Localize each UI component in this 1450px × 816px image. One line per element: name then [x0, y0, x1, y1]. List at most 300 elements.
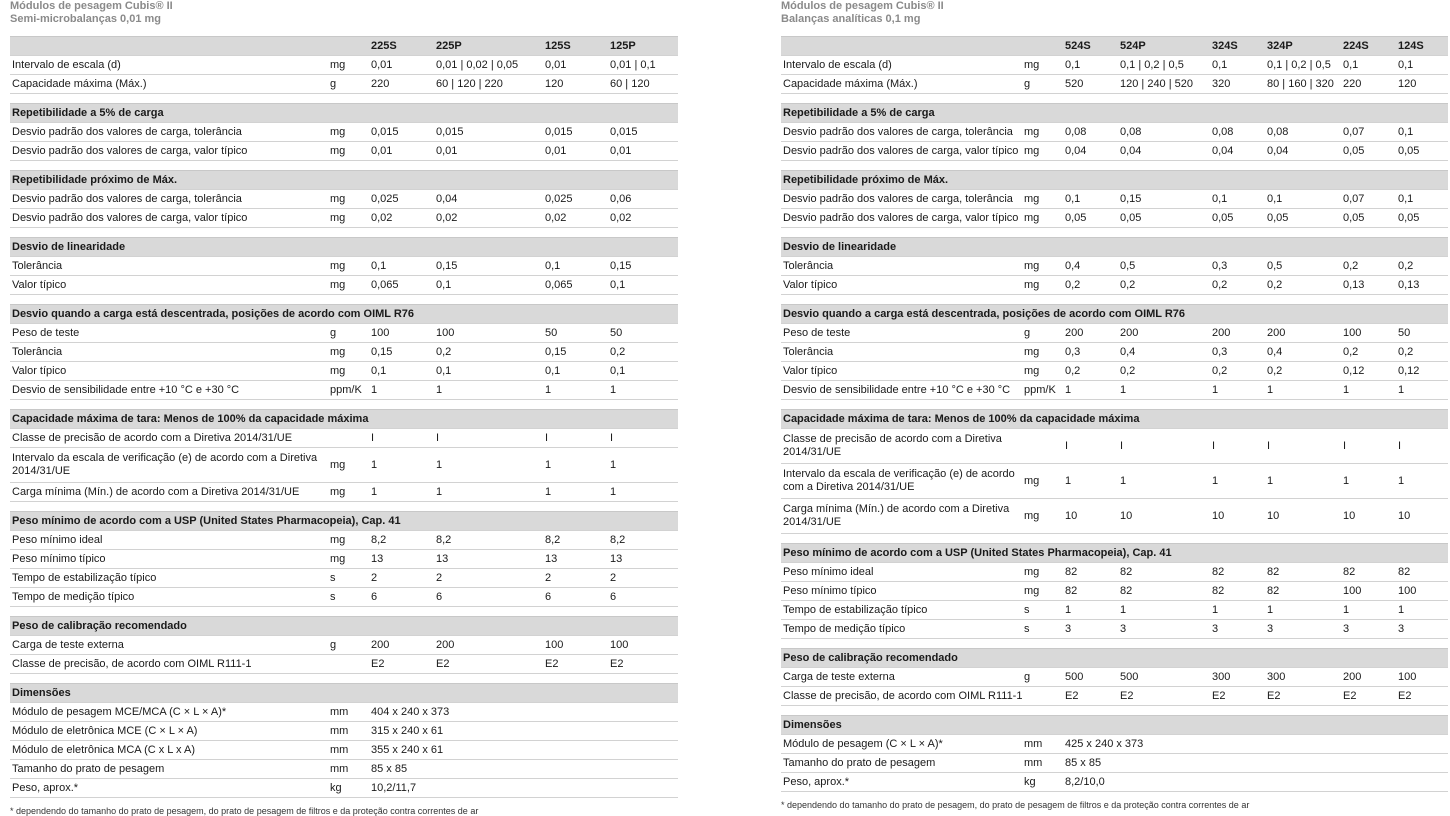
section-gap: [781, 94, 1448, 104]
table-row: [10, 448, 678, 483]
row-value: 0,05: [1341, 209, 1396, 228]
row-value: 320: [1210, 75, 1265, 94]
row-value: 85 x 85: [369, 760, 678, 779]
row-value: 0,05: [1341, 142, 1396, 161]
row-unit: g: [328, 75, 369, 94]
row-value: 0,05: [1396, 209, 1448, 228]
row-value: 82: [1396, 563, 1448, 582]
row-label: Peso, aprox.*: [10, 779, 328, 798]
row-value: 3: [1063, 620, 1118, 639]
row-value: E2: [1341, 687, 1396, 706]
row-value: E2: [1396, 687, 1448, 706]
table-row: [10, 142, 678, 161]
row-value: 3: [1210, 620, 1265, 639]
row-value: 0,015: [608, 123, 678, 142]
row-unit: mg: [328, 448, 369, 483]
row-value: 1: [543, 483, 608, 502]
section-heading: Desvio de linearidade: [10, 238, 678, 257]
row-value: 1: [1210, 601, 1265, 620]
row-value: E2: [369, 655, 434, 674]
section-heading-row: [10, 684, 678, 703]
row-value: 0,01: [434, 142, 543, 161]
row-unit: mg: [328, 209, 369, 228]
row-value: 1: [1063, 381, 1118, 400]
section-heading: Dimensões: [10, 684, 678, 703]
row-unit: g: [1022, 75, 1063, 94]
row-value: 0,1: [608, 276, 678, 295]
row-label: Peso mínimo ideal: [781, 563, 1022, 582]
row-unit: mg: [328, 550, 369, 569]
model-header: 124S: [1396, 37, 1448, 56]
row-value: 82: [1063, 582, 1118, 601]
row-value: 80 | 160 | 320: [1265, 75, 1341, 94]
row-label: Carga mínima (Mín.) de acordo com a Diretiva 2014/31/UE: [10, 483, 328, 502]
row-value: 50: [608, 324, 678, 343]
row-unit: mm: [328, 722, 369, 741]
row-value: 200: [369, 636, 434, 655]
row-value: 0,1: [1396, 190, 1448, 209]
row-value: 0,08: [1210, 123, 1265, 142]
row-unit: g: [328, 636, 369, 655]
header-label-cell: [10, 37, 328, 56]
row-value: 0,4: [1063, 257, 1118, 276]
section-gap: [10, 502, 678, 512]
section-gap: [10, 674, 678, 684]
row-value: 0,02: [369, 209, 434, 228]
row-unit: mg: [1022, 563, 1063, 582]
table-row: [10, 550, 678, 569]
gap-cell: [781, 534, 1448, 544]
section-heading-row: [10, 410, 678, 429]
row-label: Peso mínimo ideal: [10, 531, 328, 550]
row-value: 13: [543, 550, 608, 569]
row-unit: mg: [328, 123, 369, 142]
row-unit: [328, 429, 369, 448]
row-value: 0,1: [434, 276, 543, 295]
table-row: [10, 123, 678, 142]
row-label: Desvio padrão dos valores de carga, tolerância: [781, 190, 1022, 209]
footnote: * dependendo do tamanho do prato de pesagem, do prato de pesagem de filtros e da proteção contra correntes de ar: [781, 800, 1250, 810]
row-value: 0,08: [1063, 123, 1118, 142]
row-value: 0,2: [608, 343, 678, 362]
row-value: 0,1: [369, 362, 434, 381]
row-label: Valor típico: [10, 276, 328, 295]
row-unit: mg: [1022, 257, 1063, 276]
table-row: [781, 142, 1448, 161]
row-value: 520: [1063, 75, 1118, 94]
row-value: 0,15: [1118, 190, 1210, 209]
section-heading: Peso de calibração recomendado: [781, 649, 1448, 668]
row-value: 0,05: [1118, 209, 1210, 228]
row-value: 1: [434, 381, 543, 400]
row-value: 0,1: [1063, 56, 1118, 75]
row-unit: mg: [328, 343, 369, 362]
row-unit: mg: [328, 142, 369, 161]
table-row: [781, 381, 1448, 400]
row-value: 200: [1265, 324, 1341, 343]
row-unit: mm: [328, 760, 369, 779]
table-row: [781, 773, 1448, 792]
section-gap: [781, 161, 1448, 171]
row-value: I: [1118, 429, 1210, 464]
row-value: 0,2: [1341, 343, 1396, 362]
row-value: 1: [1265, 381, 1341, 400]
row-value: 100: [1396, 582, 1448, 601]
row-value: 3: [1341, 620, 1396, 639]
row-label: Valor típico: [10, 362, 328, 381]
row-value: 1: [1118, 381, 1210, 400]
row-value: 0,1: [1210, 190, 1265, 209]
row-unit: mg: [1022, 464, 1063, 499]
table-row: [781, 582, 1448, 601]
section-gap: [10, 94, 678, 104]
row-unit: g: [1022, 324, 1063, 343]
model-header: 324P: [1265, 37, 1341, 56]
section-heading-row: [10, 512, 678, 531]
row-value: 1: [1063, 601, 1118, 620]
row-label: Tamanho do prato de pesagem: [10, 760, 328, 779]
row-value: 300: [1210, 668, 1265, 687]
row-value: 10: [1063, 499, 1118, 534]
row-value: 13: [608, 550, 678, 569]
table-row: [781, 362, 1448, 381]
row-value: 50: [543, 324, 608, 343]
footnote: * dependendo do tamanho do prato de pesagem, do prato de pesagem de filtros e da proteção contra correntes de ar: [10, 806, 479, 816]
table-row: [10, 779, 678, 798]
row-label: Peso mínimo típico: [10, 550, 328, 569]
spec-table: [781, 36, 1448, 792]
row-unit: mg: [1022, 343, 1063, 362]
row-value: I: [1063, 429, 1118, 464]
row-unit: ppm/K: [1022, 381, 1063, 400]
gap-cell: [10, 607, 678, 617]
section-heading-row: [781, 238, 1448, 257]
row-value: 0,1: [1265, 190, 1341, 209]
row-unit: g: [1022, 668, 1063, 687]
table-row: [781, 735, 1448, 754]
row-value: 3: [1396, 620, 1448, 639]
row-value: 200: [1063, 324, 1118, 343]
row-label: Módulo de pesagem (C × L × A)*: [781, 735, 1022, 754]
row-unit: mm: [1022, 735, 1063, 754]
row-value: 0,065: [369, 276, 434, 295]
row-value: 120: [1396, 75, 1448, 94]
row-value: 6: [434, 588, 543, 607]
row-value: 1: [1063, 464, 1118, 499]
row-value: 0,02: [608, 209, 678, 228]
row-value: 1: [369, 381, 434, 400]
row-value: I: [543, 429, 608, 448]
row-value: 1: [1118, 464, 1210, 499]
row-value: 0,05: [1210, 209, 1265, 228]
row-value: 3: [1118, 620, 1210, 639]
row-value: 200: [1210, 324, 1265, 343]
row-value: 200: [1118, 324, 1210, 343]
row-value: 0,08: [1118, 123, 1210, 142]
section-gap: [781, 228, 1448, 238]
section-heading: Desvio de linearidade: [781, 238, 1448, 257]
row-value: 10: [1210, 499, 1265, 534]
row-value: 100: [543, 636, 608, 655]
table-row: [10, 190, 678, 209]
row-value: 0,2: [1118, 276, 1210, 295]
section-heading-row: [10, 238, 678, 257]
row-value: 0,12: [1341, 362, 1396, 381]
row-value: 8,2: [369, 531, 434, 550]
section-gap: [10, 400, 678, 410]
row-value: 82: [1118, 563, 1210, 582]
row-unit: mg: [1022, 276, 1063, 295]
row-unit: mg: [1022, 582, 1063, 601]
row-value: 0,1 | 0,2 | 0,5: [1118, 56, 1210, 75]
row-label: Carga de teste externa: [10, 636, 328, 655]
row-unit: [1022, 429, 1063, 464]
row-value: I: [1210, 429, 1265, 464]
row-value: 200: [1341, 668, 1396, 687]
row-value: E2: [1063, 687, 1118, 706]
table-row: [10, 588, 678, 607]
gap-cell: [781, 400, 1448, 410]
row-value: 0,15: [369, 343, 434, 362]
row-value: 100: [1396, 668, 1448, 687]
gap-cell: [781, 94, 1448, 104]
table-row: [10, 569, 678, 588]
row-value: 0,1: [1063, 190, 1118, 209]
row-value: 355 x 240 x 61: [369, 741, 678, 760]
row-unit: mg: [1022, 142, 1063, 161]
row-label: Valor típico: [781, 362, 1022, 381]
row-value: 82: [1265, 582, 1341, 601]
row-value: 82: [1265, 563, 1341, 582]
row-unit: mg: [1022, 190, 1063, 209]
row-label: Tempo de medição típico: [781, 620, 1022, 639]
row-unit: kg: [1022, 773, 1063, 792]
row-value: 0,2: [1341, 257, 1396, 276]
row-value: 0,1: [1210, 56, 1265, 75]
row-value: 0,01: [608, 142, 678, 161]
row-label: Valor típico: [781, 276, 1022, 295]
table-row: [781, 56, 1448, 75]
row-value: 0,4: [1265, 343, 1341, 362]
row-value: 10: [1341, 499, 1396, 534]
table-row: [781, 429, 1448, 464]
row-value: E2: [608, 655, 678, 674]
row-unit: mg: [328, 276, 369, 295]
row-unit: mg: [328, 531, 369, 550]
row-value: 82: [1210, 563, 1265, 582]
section-heading: Repetibilidade próximo de Máx.: [781, 171, 1448, 190]
table-row: [781, 209, 1448, 228]
panel-title: Módulos de pesagem Cubis® II: [10, 0, 173, 12]
row-value: 1: [369, 448, 434, 483]
row-value: 0,2: [1210, 362, 1265, 381]
row-value: 1: [1341, 601, 1396, 620]
row-label: Peso mínimo típico: [781, 582, 1022, 601]
row-unit: s: [328, 588, 369, 607]
row-value: 100: [369, 324, 434, 343]
section-heading-row: [10, 617, 678, 636]
row-value: 500: [1063, 668, 1118, 687]
row-value: 0,06: [608, 190, 678, 209]
row-value: 0,2: [1063, 276, 1118, 295]
row-value: 60 | 120: [608, 75, 678, 94]
row-value: 6: [608, 588, 678, 607]
table-row: [781, 276, 1448, 295]
row-unit: mg: [1022, 362, 1063, 381]
table-row: [10, 56, 678, 75]
row-value: 82: [1210, 582, 1265, 601]
row-value: 13: [369, 550, 434, 569]
row-unit: mg: [328, 257, 369, 276]
gap-cell: [10, 674, 678, 684]
row-unit: mg: [1022, 209, 1063, 228]
row-label: Intervalo da escala de verificação (e) de acordo com a Diretiva 2014/31/UE: [781, 464, 1022, 499]
row-value: 60 | 120 | 220: [434, 75, 543, 94]
row-value: 0,12: [1396, 362, 1448, 381]
row-value: 500: [1118, 668, 1210, 687]
row-unit: [1022, 687, 1063, 706]
model-header: 125S: [543, 37, 608, 56]
table-row: [781, 754, 1448, 773]
table-row: [10, 75, 678, 94]
row-value: 1: [1210, 464, 1265, 499]
section-gap: [781, 706, 1448, 716]
row-value: 0,015: [543, 123, 608, 142]
row-value: 1: [1210, 381, 1265, 400]
table-row: [781, 123, 1448, 142]
row-value: 0,07: [1341, 123, 1396, 142]
table-row: [10, 722, 678, 741]
gap-cell: [10, 228, 678, 238]
row-value: 0,5: [1118, 257, 1210, 276]
row-value: E2: [1210, 687, 1265, 706]
table-row: [781, 620, 1448, 639]
row-label: Tempo de estabilização típico: [781, 601, 1022, 620]
section-heading: Repetibilidade a 5% de carga: [10, 104, 678, 123]
row-value: I: [1396, 429, 1448, 464]
row-value: 0,04: [1265, 142, 1341, 161]
row-value: 0,01 | 0,1: [608, 56, 678, 75]
row-value: E2: [1118, 687, 1210, 706]
row-label: Desvio padrão dos valores de carga, tolerância: [10, 123, 328, 142]
spec-panel-semi-micro: [10, 0, 678, 816]
row-label: Módulo de eletrônica MCA (C x L x A): [10, 741, 328, 760]
section-heading-row: [781, 716, 1448, 735]
row-unit: mg: [1022, 123, 1063, 142]
spec-table: [10, 36, 678, 798]
panel-subtitle: Balanças analíticas 0,1 mg: [781, 13, 921, 25]
row-label: Desvio de sensibilidade entre +10 °C e +30 °C: [781, 381, 1022, 400]
row-label: Desvio padrão dos valores de carga, valor típico: [781, 142, 1022, 161]
row-value: 0,2: [434, 343, 543, 362]
row-value: 2: [369, 569, 434, 588]
row-value: 0,1: [434, 362, 543, 381]
row-value: 0,2: [1118, 362, 1210, 381]
header-unit-cell: [328, 37, 369, 56]
row-value: 3: [1265, 620, 1341, 639]
model-header: 224S: [1341, 37, 1396, 56]
row-label: Desvio padrão dos valores de carga, tolerância: [10, 190, 328, 209]
section-gap: [781, 639, 1448, 649]
section-gap: [781, 534, 1448, 544]
row-unit: mg: [1022, 499, 1063, 534]
section-heading: Peso de calibração recomendado: [10, 617, 678, 636]
section-heading: Repetibilidade próximo de Máx.: [10, 171, 678, 190]
table-row: [10, 703, 678, 722]
row-value: 220: [369, 75, 434, 94]
row-value: 1: [1265, 601, 1341, 620]
section-heading: Capacidade máxima de tara: Menos de 100% da capacidade máxima: [781, 410, 1448, 429]
section-gap: [781, 295, 1448, 305]
row-label: Módulo de eletrônica MCE (C × L × A): [10, 722, 328, 741]
row-value: 1: [608, 381, 678, 400]
section-heading: Peso mínimo de acordo com a USP (United States Pharmacopeia), Cap. 41: [10, 512, 678, 531]
row-label: Intervalo de escala (d): [10, 56, 328, 75]
row-value: 0,15: [608, 257, 678, 276]
section-heading-row: [781, 171, 1448, 190]
row-value: 0,015: [369, 123, 434, 142]
row-value: 0,04: [1210, 142, 1265, 161]
row-unit: ppm/K: [328, 381, 369, 400]
table-row: [781, 343, 1448, 362]
row-value: 6: [369, 588, 434, 607]
section-heading: Peso mínimo de acordo com a USP (United States Pharmacopeia), Cap. 41: [781, 544, 1448, 563]
row-label: Tolerância: [781, 257, 1022, 276]
row-value: 0,1: [608, 362, 678, 381]
row-label: Classe de precisão, de acordo com OIML R111-1: [781, 687, 1022, 706]
section-heading-row: [781, 649, 1448, 668]
row-value: 0,3: [1063, 343, 1118, 362]
row-label: Desvio padrão dos valores de carga, valor típico: [10, 142, 328, 161]
table-row: [10, 760, 678, 779]
table-row: [781, 563, 1448, 582]
row-label: Intervalo da escala de verificação (e) de acordo com a Diretiva 2014/31/UE: [10, 448, 328, 483]
row-value: 0,02: [434, 209, 543, 228]
row-value: 0,07: [1341, 190, 1396, 209]
row-value: 1: [543, 448, 608, 483]
row-value: 0,025: [369, 190, 434, 209]
row-value: 0,1: [1396, 123, 1448, 142]
table-row: [10, 531, 678, 550]
row-value: 0,1: [1396, 56, 1448, 75]
row-label: Carga de teste externa: [781, 668, 1022, 687]
panel-subtitle: Semi-microbalanças 0,01 mg: [10, 13, 162, 25]
row-unit: mm: [328, 741, 369, 760]
table-row: [10, 324, 678, 343]
row-value: 0,05: [1265, 209, 1341, 228]
table-row: [10, 429, 678, 448]
header-unit-cell: [1022, 37, 1063, 56]
table-row: [781, 324, 1448, 343]
row-value: 0,04: [1063, 142, 1118, 161]
header-label-cell: [781, 37, 1022, 56]
row-value: 0,13: [1396, 276, 1448, 295]
gap-cell: [10, 295, 678, 305]
section-heading-row: [10, 171, 678, 190]
section-gap: [10, 295, 678, 305]
section-heading-row: [781, 544, 1448, 563]
section-heading-row: [10, 104, 678, 123]
row-value: 200: [434, 636, 543, 655]
gap-cell: [10, 400, 678, 410]
row-value: I: [369, 429, 434, 448]
row-label: Capacidade máxima (Máx.): [781, 75, 1022, 94]
table-row: [781, 190, 1448, 209]
row-value: 85 x 85: [1063, 754, 1448, 773]
row-value: 0,05: [1063, 209, 1118, 228]
panel-title: Módulos de pesagem Cubis® II: [781, 0, 944, 12]
row-label: Tempo de estabilização típico: [10, 569, 328, 588]
